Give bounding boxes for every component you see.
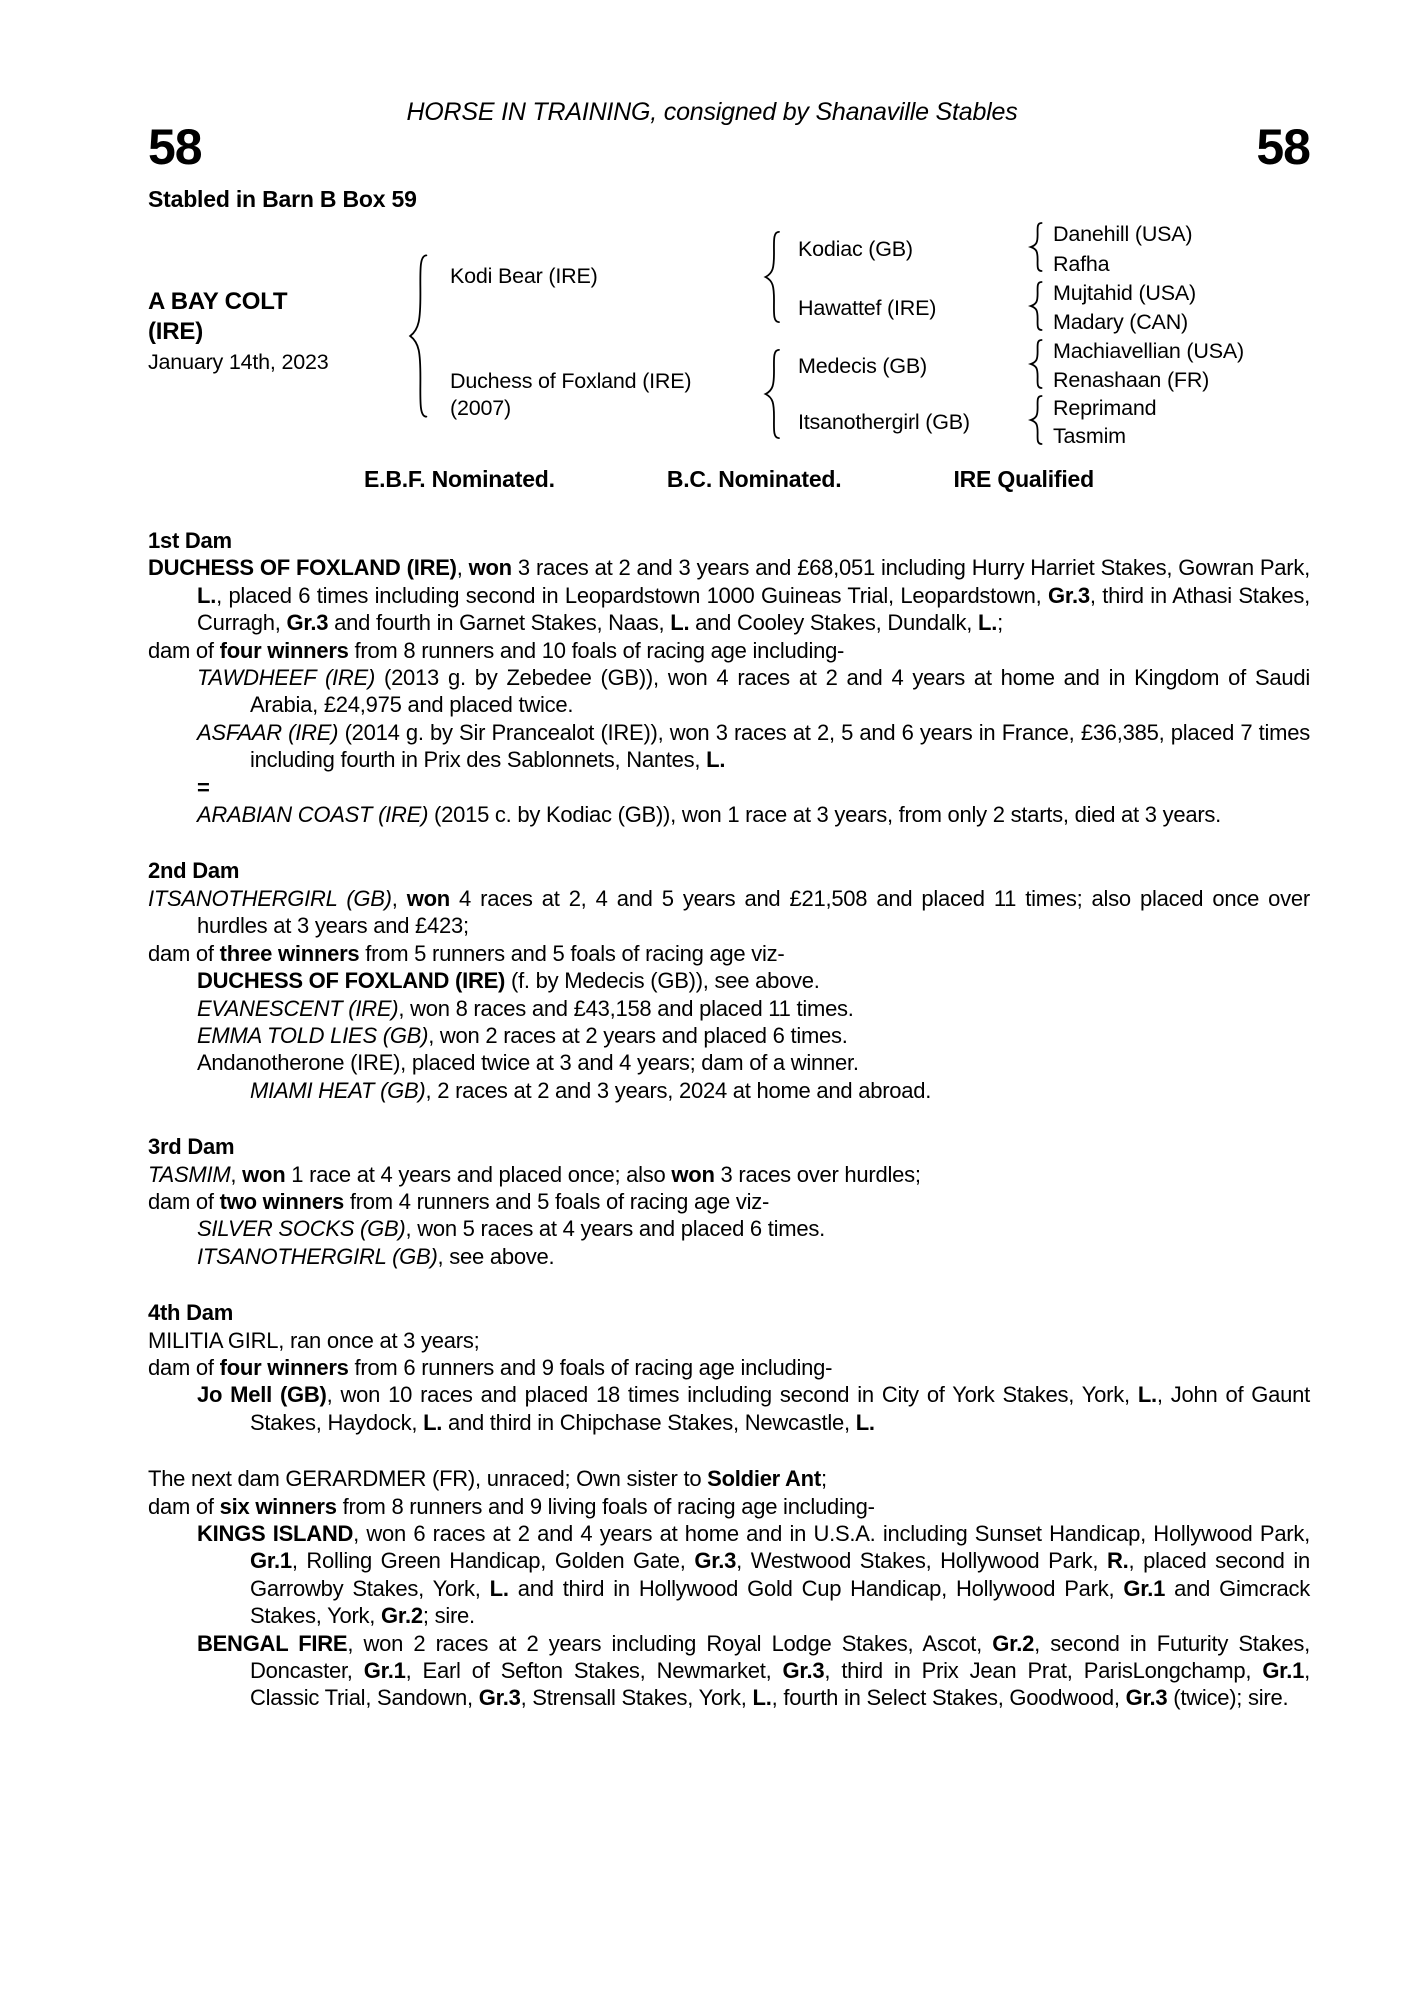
pedigree-brace-sire bbox=[762, 230, 782, 324]
section-heading: 3rd Dam bbox=[148, 1134, 235, 1160]
pedigree-text-paragraph: MIAMI HEAT (GB), 2 races at 2 and 3 years, 2024 at home and abroad. bbox=[250, 1077, 932, 1103]
great-grandparent-2: Rafha bbox=[1053, 252, 1110, 276]
grandsire-sire-sire: Kodiac (GB) bbox=[798, 237, 913, 261]
section-1st-dam bbox=[148, 527, 1310, 828]
section-next-dam bbox=[148, 1465, 1310, 1712]
pedigree-text-paragraph: TAWDHEEF (IRE) (2013 g. by Zebedee (GB)), won 4 races at 2 and 4 years at home and in Kingdom of Saudi Arabia, £24,975 and placed twice. bbox=[197, 665, 1310, 718]
stabling-note: Stabled in Barn B Box 59 bbox=[148, 186, 417, 212]
great-grandparent-8: Tasmim bbox=[1053, 424, 1126, 448]
pedigree-text-paragraph: MILITIA GIRL, ran once at 3 years; bbox=[148, 1327, 480, 1353]
section-2nd-dam bbox=[148, 857, 1310, 1104]
pedigree-text-paragraph: KINGS ISLAND, won 6 races at 2 and 4 years at home and in U.S.A. including Sunset Handicap, Hollywood Park, Gr.1, Rolling Green Handicap, Golden Gate, Gr.3, Westwood Stakes, Hollywood Park, R., placed second in Garrowby Stakes, York, L. and third in Hollywood Gold Cup Handicap, Hollywood Park, Gr.1 and Gimcrack Stakes, York, Gr.2; sire. bbox=[197, 1521, 1310, 1629]
nomination-bc: B.C. Nominated. bbox=[666, 466, 842, 492]
pedigree-text-paragraph: ITSANOTHERGIRL (GB), won 4 races at 2, 4 and 5 years and £21,508 and placed 11 times; also placed once over hurdles at 3 years and £423; bbox=[148, 885, 1310, 939]
pedigree-text-paragraph: TASMIM, won 1 race at 4 years and placed once; also won 3 races over hurdles; bbox=[148, 1161, 921, 1187]
lot-number-left: 58 bbox=[148, 119, 202, 175]
pedigree-text-paragraph: = bbox=[197, 774, 210, 800]
great-grandparent-5: Machiavellian (USA) bbox=[1053, 339, 1244, 363]
pedigree-text-paragraph: dam of four winners from 8 runners and 10 foals of racing age including- bbox=[148, 637, 845, 663]
sire-name: Kodi Bear (IRE) bbox=[450, 264, 598, 288]
pedigree-text-paragraph: Jo Mell (GB), won 10 races and placed 18 times including second in City of York Stakes, York, L., John of Gaunt Stakes, Haydock, L. and third in Chipchase Stakes, Newcastle, L. bbox=[197, 1382, 1310, 1435]
pedigree-brace-gen1 bbox=[406, 252, 430, 420]
pedigree-text-paragraph: EVANESCENT (IRE), won 8 races and £43,158 and placed 11 times. bbox=[197, 995, 854, 1021]
lot-number-right: 58 bbox=[1256, 119, 1310, 175]
foaling-date: January 14th, 2023 bbox=[148, 350, 329, 374]
nominations-line bbox=[148, 466, 1310, 493]
dam-year: (2007) bbox=[450, 396, 511, 420]
great-grandparent-6: Renashaan (FR) bbox=[1053, 368, 1210, 392]
pedigree-text-paragraph: dam of three winners from 5 runners and 5 foals of racing age viz- bbox=[148, 940, 785, 966]
section-4th-dam bbox=[148, 1299, 1310, 1436]
pedigree-brace-gg4 bbox=[1028, 395, 1044, 445]
page-title: HORSE IN TRAINING, consigned by Shanaville Stables bbox=[406, 98, 1018, 126]
pedigree-text-paragraph: EMMA TOLD LIES (GB), won 2 races at 2 years and placed 6 times. bbox=[197, 1022, 848, 1048]
pedigree-text-paragraph: ASFAAR (IRE) (2014 g. by Sir Prancealot (IRE)), won 3 races at 2, 5 and 6 years in France, £36,385, placed 7 times including fourth in Prix des Sablonnets, Nantes, L. bbox=[197, 719, 1310, 773]
nomination-ire: IRE Qualified bbox=[953, 466, 1094, 492]
nomination-ebf: E.B.F. Nominated. bbox=[363, 466, 555, 492]
section-heading: 1st Dam bbox=[148, 528, 232, 553]
pedigree-brace-gg2 bbox=[1028, 281, 1044, 331]
catalogue-sections bbox=[148, 527, 1310, 1712]
pedigree-text-paragraph: The next dam GERARDMER (FR), unraced; Own sister to Soldier Ant; bbox=[148, 1466, 827, 1492]
pedigree-brace-dam bbox=[762, 348, 782, 440]
pedigree-text-paragraph: SILVER SOCKS (GB), won 5 races at 4 years and placed 6 times. bbox=[197, 1216, 825, 1242]
section-heading: 2nd Dam bbox=[148, 858, 240, 884]
pedigree-text-paragraph: DUCHESS OF FOXLAND (IRE), won 3 races at 2 and 3 years and £68,051 including Hurry Harriet Stakes, Gowran Park, L., placed 6 times including second in Leopardstown 1000 Guineas Trial, Leopardstown, Gr.3, third in Athasi Stakes, Curragh, Gr.3 and fourth in Garnet Stakes, Naas, L. and Cooley Stakes, Dundalk, L.; bbox=[148, 555, 1311, 636]
section-3rd-dam bbox=[148, 1133, 1310, 1270]
pedigree-text-paragraph: ITSANOTHERGIRL (GB), see above. bbox=[197, 1243, 555, 1269]
pedigree-brace-gg3 bbox=[1028, 339, 1044, 389]
section-heading: 4th Dam bbox=[148, 1300, 234, 1326]
pedigree-text-paragraph: dam of four winners from 6 runners and 9 foals of racing age including- bbox=[148, 1354, 833, 1380]
pedigree-text-paragraph: dam of six winners from 8 runners and 9 living foals of racing age including- bbox=[148, 1493, 875, 1519]
great-grandparent-4: Madary (CAN) bbox=[1053, 310, 1188, 334]
pedigree-brace-gg1 bbox=[1028, 222, 1044, 272]
grandsire-sire-dam: Hawattef (IRE) bbox=[798, 296, 937, 320]
great-grandparent-7: Reprimand bbox=[1053, 396, 1157, 420]
pedigree-text-paragraph: Andanotherone (IRE), placed twice at 3 and 4 years; dam of a winner. bbox=[197, 1050, 859, 1076]
great-grandparent-3: Mujtahid (USA) bbox=[1053, 281, 1196, 305]
pedigree-text-paragraph: BENGAL FIRE, won 2 races at 2 years including Royal Lodge Stakes, Ascot, Gr.2, second in Futurity Stakes, Doncaster, Gr.1, Earl of Sefton Stakes, Newmarket, Gr.3, third in Prix Jean Prat, ParisLongchamp, Gr.1, Classic Trial, Sandown, Gr.3, Strensall Stakes, York, L., fourth in Select Stakes, Goodwood, Gr.3 (twice); sire. bbox=[197, 1630, 1310, 1711]
subject-name-line2: (IRE) bbox=[148, 318, 203, 345]
grandsire-dam-dam: Itsanothergirl (GB) bbox=[798, 410, 970, 434]
pedigree-text-paragraph: ARABIAN COAST (IRE) (2015 c. by Kodiac (GB)), won 1 race at 3 years, from only 2 starts, died at 3 years. bbox=[197, 802, 1222, 828]
grandsire-dam-sire: Medecis (GB) bbox=[798, 354, 928, 378]
subject-name-line1: A BAY COLT bbox=[148, 288, 288, 315]
pedigree-text-paragraph: DUCHESS OF FOXLAND (IRE) (f. by Medecis (GB)), see above. bbox=[197, 968, 820, 994]
pedigree-text-paragraph: dam of two winners from 4 runners and 5 foals of racing age viz- bbox=[148, 1188, 770, 1214]
great-grandparent-1: Danehill (USA) bbox=[1053, 222, 1193, 246]
dam-name: Duchess of Foxland (IRE) bbox=[450, 369, 692, 393]
